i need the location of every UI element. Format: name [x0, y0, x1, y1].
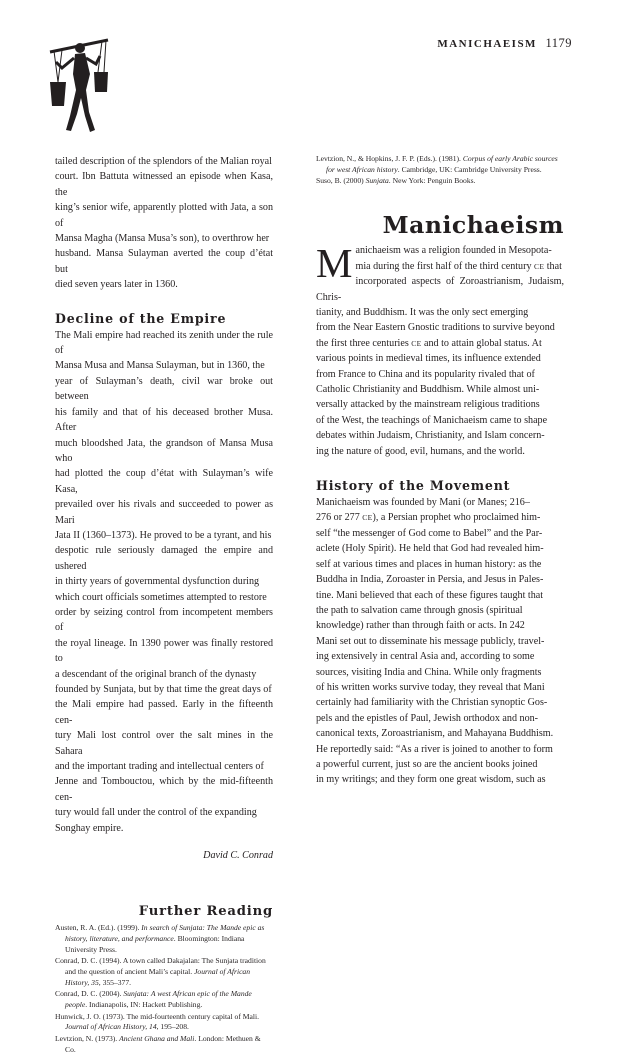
- reference-item: Conrad, D. C. (1994). A town called Dakajalan: The Sunjata tradition and the question of ancient Mali’s capital. Journal of African History, 35, 355–377.: [55, 956, 266, 987]
- history-paragraph: [316, 495, 564, 788]
- text-line: Jenne and Tombouctou, which by the mid-fifteenth cen-: [55, 776, 273, 803]
- text-line: Mani set out to disseminate his message publicly, travel-: [316, 635, 545, 647]
- text-line: court. Ibn Battuta witnessed an episode when Kasa, the: [55, 171, 273, 198]
- text-line: the royal lineage. In 1390 power was finally restored to: [55, 637, 273, 665]
- text-line: The Mali empire had reached its zenith under the rule of: [55, 329, 273, 357]
- text-line: tailed description of the splendors of the Malian royal: [55, 156, 272, 167]
- left-column: [55, 154, 273, 1057]
- text-line: a descendant of the original branch of the dynasty: [55, 668, 257, 680]
- text-line: Mansa Magha (Mansa Musa’s son), to overthrow her: [55, 233, 270, 245]
- text-line: from the Near Eastern Gnostic traditions to survive beyond: [316, 322, 555, 334]
- text-line: tury Mali lost control over the salt mines in the Sahara: [55, 730, 273, 757]
- text-line: year of Sulayman’s death, civil war broke out between: [55, 375, 273, 403]
- text-line: in thirty years of governmental dysfunction during: [55, 576, 260, 588]
- continued-references: [316, 154, 564, 187]
- article-intro-paragraph: [316, 240, 564, 459]
- text-line: the path to salvation came through gnosis (spiritual: [316, 604, 523, 616]
- text-line: and the important trading and intellectual centers of: [55, 761, 264, 773]
- text-line: the first three centuries CE and to attain global status. At: [316, 337, 542, 349]
- text-line: Mansa Musa and Mansa Sulayman, but in 1360, the: [55, 360, 265, 372]
- text-line: from France to China and its popularity rivaled that of: [316, 368, 535, 380]
- text-line: tine. Mani believed that each of these figures taught that: [316, 589, 544, 601]
- text-line: He reportedly said: “As a river is joined to another to form: [316, 743, 553, 755]
- water-carrier-icon: [46, 34, 112, 138]
- reference-item: Levtzion, N., & Hopkins, J. F. P. (Eds.). (1981). Corpus of early Arabic sources for west African history. Cambridge, UK: Cambridge University Press.: [316, 154, 558, 174]
- text-line: had plotted the coup d’état with Sulayman’s wife Kasa,: [55, 468, 273, 495]
- text-line: 276 or 277 CE), a Persian prophet who proclaimed him-: [316, 512, 541, 524]
- text-line: ing the nature of good, evil, humans, and the world.: [316, 445, 525, 457]
- text-line: sources, visiting India and China. While only fragments: [316, 666, 542, 678]
- intro-paragraph: [55, 154, 273, 293]
- text-line: canonical texts, Zoroastrianism, and Mahayana Buddhism.: [316, 728, 554, 740]
- text-line: prevailed over his rivals and succeeded to power as Mari: [55, 499, 273, 526]
- text-line: Jata II (1360–1373). He proved to be a tyrant, and his: [55, 529, 272, 541]
- text-line: various points in medieval times, its influence extended: [316, 353, 541, 365]
- decline-paragraph: [55, 328, 273, 836]
- decline-heading: Decline of the Empire: [55, 310, 227, 326]
- reference-item: Hunwick, J. O. (1973). The mid-fourteenth century capital of Mali. Journal of African History, 14, 195–208.: [55, 1011, 259, 1032]
- drop-cap: M: [316, 240, 353, 287]
- text-line: tianity, and Buddhism. It was the only sect emerging: [316, 307, 529, 318]
- text-line: ing extensively in central Asia and, according to some: [316, 651, 535, 663]
- text-line: died seven years later in 1360.: [55, 279, 178, 291]
- text-line: much bloodshed Jata, the grandson of Mansa Musa who: [55, 437, 273, 464]
- text-line: a powerful current, just so are the ancient books joined: [316, 758, 538, 770]
- text-line: of the West, the teachings of Manichaeism came to shape: [316, 414, 548, 426]
- running-header-section: MANICHAEISM: [437, 38, 537, 50]
- text-line: order by seizing control from incompetent members of: [55, 606, 273, 634]
- further-reading-list: [55, 923, 273, 1055]
- history-heading: History of the Movement: [316, 478, 511, 494]
- text-line: Manichaeism was founded by Mani (or Manes; 216–: [316, 497, 530, 509]
- text-line: self at various times and places in human history: as the: [316, 558, 542, 570]
- reference-item: Suso, B. (2000) Sunjata. New York: Penguin Books.: [316, 176, 476, 186]
- text-line: Songhay empire.: [55, 822, 124, 834]
- text-line: Buddha in India, Zoroaster in Persia, and Jesus in Pales-: [316, 574, 544, 586]
- text-line: incorporated aspects of Zoroastrianism, Judaism, Chris-: [316, 276, 564, 303]
- text-line: which court officials sometimes attempted to restore: [55, 591, 267, 603]
- right-column: [316, 154, 564, 788]
- text-line: tury would fall under the control of the expanding: [55, 807, 257, 819]
- text-line: mia during the first half of the third century CE that: [355, 260, 562, 272]
- article-author: David C. Conrad: [203, 850, 273, 862]
- text-line: founded by Sunjata, but by that time the great days of: [55, 684, 272, 695]
- text-line: versally attacked by the mainstream religious traditions: [316, 399, 540, 411]
- text-line: in my writings; and they form one great wisdom, such as: [316, 774, 546, 786]
- text-line: the Mali empire had passed. Early in the fifteenth cen-: [55, 699, 273, 726]
- text-line: certainly had familiarity with the Christian synoptic Gos-: [316, 697, 548, 709]
- text-line: his family and that of his deceased brother Musa. After: [55, 406, 273, 434]
- text-line: debates within Judaism, Christianity, and Islam concern-: [316, 430, 545, 442]
- reference-item: Levtzion, N. (1973). Ancient Ghana and Mali. London: Methuen & Co.: [55, 1034, 261, 1054]
- text-line: despotic rule seriously damaged the empire and ushered: [55, 545, 273, 572]
- text-line: husband. Mansa Sulayman averted the coup d’état but: [55, 248, 273, 275]
- text-line: pels and the epistles of Paul, Jewish orthodox and non-: [316, 712, 539, 724]
- page-number: 1179: [545, 36, 572, 50]
- text-line: Catholic Christianity and Buddhism. While almost uni-: [316, 384, 540, 396]
- text-line: knowledge) rather than through faith or acts. In 242: [316, 620, 525, 632]
- text-line: king’s senior wife, apparently plotted with Jata, a son of: [55, 202, 273, 229]
- article-title: Manichaeism: [382, 210, 564, 239]
- text-line: aclete (Holy Spirit). He held that God had revealed him-: [316, 543, 544, 555]
- text-line: self “the messenger of God come to Babel” and the Par-: [316, 527, 543, 539]
- reference-item: Conrad, D. C. (2004). Sunjata: A west African epic of the Mande people. Indianapolis, IN: Hackett Publishing.: [55, 989, 252, 1009]
- text-line: of his written works survive today, they reveal that Mani: [316, 681, 545, 693]
- text-line: anichaeism was a religion founded in Mesopota-: [355, 245, 552, 257]
- reference-item: Austen, R. A. (Ed.). (1999). In search of Sunjata: The Mande epic as history, literature, and performance. Bloomington: Indiana University Press.: [55, 923, 265, 954]
- further-reading-heading: Further Reading: [138, 904, 273, 920]
- running-header: [437, 36, 572, 51]
